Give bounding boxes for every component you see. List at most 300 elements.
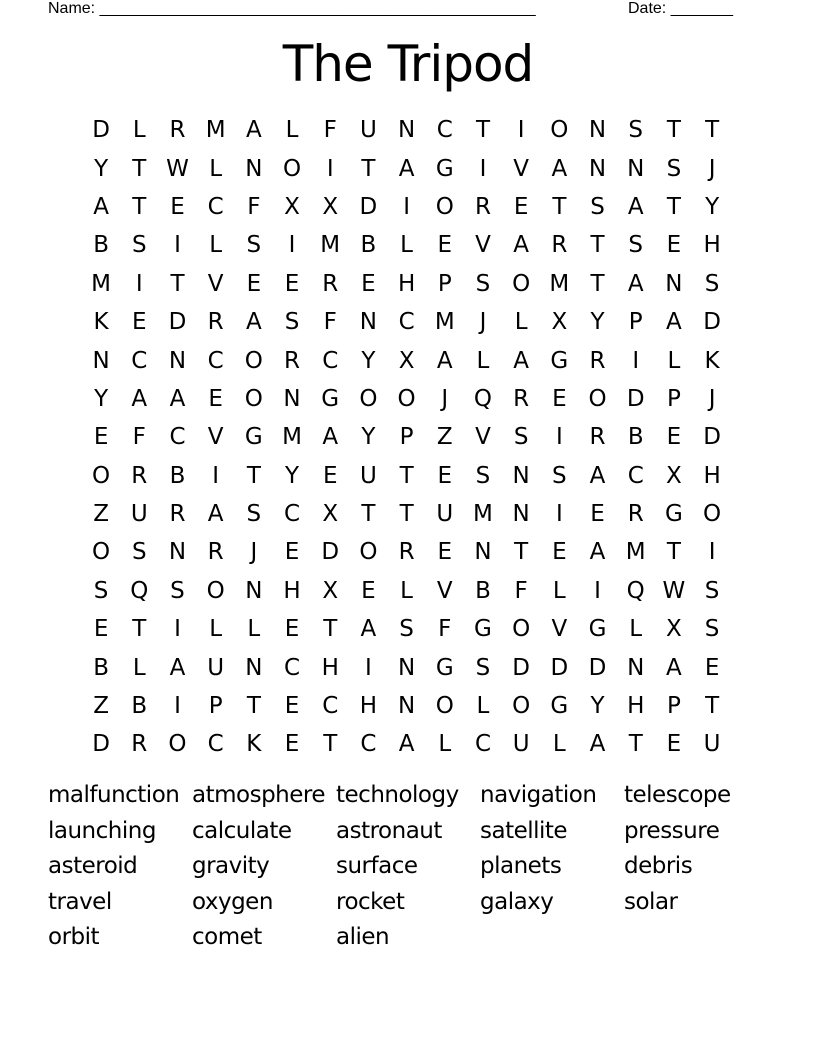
grid-letter: J <box>441 385 449 412</box>
grid-letter: T <box>628 731 643 758</box>
grid-letter: S <box>246 232 262 259</box>
grid-letter: N <box>512 462 530 489</box>
grid-letter: H <box>283 577 301 604</box>
grid-letter: E <box>666 232 682 259</box>
grid-letter: A <box>169 654 186 681</box>
grid-letter: O <box>244 347 263 374</box>
grid-letter: Y <box>590 309 605 336</box>
grid-letter: T <box>132 616 147 643</box>
grid-letter: N <box>665 270 683 297</box>
grid-letter: B <box>93 654 109 681</box>
grid-letter: V <box>436 577 453 604</box>
word-list-item: orbit <box>48 924 100 950</box>
grid-letter: C <box>398 309 415 336</box>
grid-letter: S <box>666 155 682 182</box>
grid-letter: L <box>132 117 146 144</box>
grid-letter: P <box>208 693 223 720</box>
grid-letter: F <box>514 577 528 604</box>
header <box>48 0 748 20</box>
grid-letter: J <box>479 309 487 336</box>
grid-letter: A <box>666 654 682 681</box>
grid-letter: Y <box>705 193 720 220</box>
grid-letter: N <box>474 539 492 566</box>
grid-letter: D <box>626 385 645 412</box>
grid-letter: E <box>704 654 720 681</box>
grid-letter: V <box>513 155 530 182</box>
letter-grid <box>82 111 732 764</box>
word-list-item: astronaut <box>336 817 442 844</box>
grid-letter: T <box>705 117 720 144</box>
grid-letter: O <box>359 385 378 412</box>
grid-letter: T <box>666 193 681 220</box>
grid-row <box>82 687 732 725</box>
grid-letter: N <box>168 539 187 566</box>
grid-letter: A <box>551 155 568 182</box>
grid-letter: T <box>552 193 567 220</box>
grid-letter: A <box>245 117 262 144</box>
grid-letter: E <box>284 539 300 566</box>
grid-letter: N <box>397 693 416 720</box>
grid-letter: E <box>590 501 605 528</box>
grid-letter: S <box>590 193 605 220</box>
grid-letter: Y <box>285 462 300 489</box>
grid-letter: G <box>588 616 607 643</box>
grid-letter: I <box>632 347 640 374</box>
grid-letter: D <box>92 731 110 758</box>
grid-letter: M <box>91 270 112 297</box>
grid-letter: H <box>627 693 645 720</box>
grid-letter: I <box>174 693 181 720</box>
grid-row <box>82 149 732 187</box>
grid-letter: A <box>245 309 262 336</box>
grid-letter: Q <box>130 577 149 604</box>
grid-letter: H <box>703 462 721 489</box>
grid-letter: Z <box>436 424 453 451</box>
word-list-item: gravity <box>192 853 270 879</box>
word-list-item: travel <box>48 888 112 915</box>
word-list-item: oxygen <box>192 888 273 915</box>
grid-letter: J <box>708 385 716 412</box>
grid-letter: R <box>627 501 644 528</box>
word-list-item: comet <box>192 924 262 950</box>
grid-letter: T <box>170 270 185 297</box>
grid-letter: T <box>132 193 147 220</box>
grid-letter: B <box>93 232 109 259</box>
grid-letter: R <box>322 270 339 297</box>
grid-letter: G <box>435 654 454 681</box>
grid-letter: T <box>132 155 147 182</box>
grid-letter: O <box>550 117 569 144</box>
word-list-item: surface <box>336 853 418 879</box>
grid-letter: E <box>666 731 682 758</box>
grid-letter: L <box>247 616 261 643</box>
grid-letter: I <box>326 155 334 182</box>
grid-letter: F <box>247 193 261 220</box>
grid-letter: S <box>475 270 491 297</box>
grid-letter: A <box>322 424 339 451</box>
grid-letter: K <box>93 309 109 336</box>
grid-letter: A <box>589 462 606 489</box>
grid-letter: I <box>555 501 563 528</box>
grid-letter: B <box>627 424 644 451</box>
grid-letter: D <box>321 539 340 566</box>
grid-letter: T <box>514 539 529 566</box>
grid-letter: S <box>475 654 491 681</box>
grid-letter: R <box>131 731 148 758</box>
grid-letter: S <box>704 577 720 604</box>
grid-letter: E <box>284 270 300 297</box>
word-list-item: technology <box>336 782 459 808</box>
grid-letter: D <box>588 654 607 681</box>
grid-letter: K <box>246 731 262 758</box>
grid-letter: I <box>365 654 372 681</box>
grid-row <box>82 226 732 264</box>
grid-letter: V <box>207 270 224 297</box>
grid-letter: S <box>246 501 262 528</box>
grid-letter: H <box>359 693 378 720</box>
word-list-item: rocket <box>336 888 405 915</box>
grid-letter: C <box>207 347 224 374</box>
grid-letter: G <box>435 155 454 182</box>
grid-letter: G <box>550 693 569 720</box>
grid-letter: E <box>437 539 453 566</box>
word-list-item: satellite <box>480 817 568 844</box>
grid-letter: Y <box>94 155 109 182</box>
word-list-item: asteroid <box>48 853 138 879</box>
grid-letter: X <box>284 193 300 220</box>
grid-row <box>82 303 732 341</box>
grid-letter: E <box>93 424 109 451</box>
grid-letter: A <box>589 731 606 758</box>
grid-letter: D <box>703 309 721 336</box>
grid-letter: G <box>550 347 569 374</box>
grid-letter: U <box>359 462 377 489</box>
grid-letter: T <box>399 501 414 528</box>
grid-letter: N <box>588 117 607 144</box>
grid-letter: A <box>169 385 186 412</box>
grid-row <box>82 533 732 571</box>
grid-letter: N <box>588 155 607 182</box>
grid-letter: E <box>552 385 567 412</box>
grid-letter: S <box>628 117 644 144</box>
grid-letter: C <box>169 424 186 451</box>
grid-letter: T <box>361 155 376 182</box>
grid-letter: O <box>206 577 225 604</box>
grid-letter: L <box>209 616 223 643</box>
grid-letter: A <box>360 616 377 643</box>
grid-letter: C <box>284 501 301 528</box>
grid-letter: B <box>169 462 186 489</box>
grid-letter: O <box>512 616 531 643</box>
grid-letter: N <box>245 155 263 182</box>
grid-row <box>82 648 732 686</box>
grid-letter: R <box>284 347 301 374</box>
grid-letter: S <box>131 232 147 259</box>
grid-letter: I <box>555 424 563 451</box>
grid-letter: I <box>708 539 716 566</box>
grid-letter: N <box>283 385 301 412</box>
grid-letter: Y <box>361 424 376 451</box>
grid-letter: T <box>399 462 414 489</box>
word-list-item: telescope <box>624 782 731 808</box>
grid-letter: O <box>92 539 111 566</box>
grid-letter: V <box>551 616 568 643</box>
grid-letter: R <box>589 347 606 374</box>
grid-letter: P <box>666 693 681 720</box>
grid-letter: E <box>284 616 300 643</box>
word-list <box>48 778 768 956</box>
grid-row <box>82 610 732 648</box>
grid-letter: E <box>132 309 147 336</box>
grid-letter: R <box>551 232 568 259</box>
grid-letter: T <box>590 232 605 259</box>
grid-letter: L <box>209 232 223 259</box>
grid-letter: R <box>474 193 491 220</box>
grid-letter: T <box>475 117 490 144</box>
grid-letter: C <box>322 693 339 720</box>
grid-letter: S <box>552 462 567 489</box>
grid-letter: X <box>666 462 682 489</box>
name-field-label: Name: _________________________________________________ <box>48 0 536 17</box>
grid-row <box>82 341 732 379</box>
grid-letter: I <box>517 117 525 144</box>
grid-letter: G <box>321 385 340 412</box>
grid-letter: L <box>552 577 566 604</box>
grid-row <box>82 418 732 456</box>
grid-letter: X <box>322 577 339 604</box>
grid-letter: O <box>588 385 607 412</box>
grid-letter: A <box>589 539 606 566</box>
grid-letter: O <box>512 693 531 720</box>
grid-letter: D <box>550 654 569 681</box>
grid-letter: R <box>513 385 530 412</box>
word-list-item: galaxy <box>480 888 554 915</box>
grid-letter: A <box>627 270 644 297</box>
grid-letter: R <box>169 117 186 144</box>
grid-letter: T <box>666 117 681 144</box>
grid-letter: J <box>250 539 258 566</box>
grid-letter: F <box>323 309 337 336</box>
grid-letter: E <box>552 539 567 566</box>
grid-letter: T <box>705 693 720 720</box>
grid-letter: L <box>552 731 566 758</box>
grid-letter: S <box>284 309 300 336</box>
grid-letter: E <box>208 385 223 412</box>
grid-letter: X <box>666 616 682 643</box>
grid-letter: Z <box>93 501 109 528</box>
grid-letter: N <box>245 577 263 604</box>
grid-letter: O <box>244 385 263 412</box>
grid-row <box>82 572 732 610</box>
grid-letter: T <box>361 501 376 528</box>
grid-letter: R <box>207 539 224 566</box>
word-list-item: debris <box>624 853 693 879</box>
grid-letter: O <box>703 501 722 528</box>
grid-letter: O <box>435 693 454 720</box>
grid-letter: A <box>436 347 453 374</box>
grid-letter: D <box>359 193 378 220</box>
grid-letter: U <box>436 501 454 528</box>
grid-letter: S <box>513 424 529 451</box>
grid-letter: U <box>130 501 148 528</box>
grid-letter: U <box>512 731 530 758</box>
grid-letter: S <box>131 539 147 566</box>
grid-letter: A <box>513 232 530 259</box>
grid-row <box>82 111 732 149</box>
grid-letter: G <box>244 424 263 451</box>
grid-letter: H <box>703 232 721 259</box>
grid-letter: L <box>667 347 681 374</box>
grid-letter: L <box>438 731 452 758</box>
grid-letter: R <box>169 501 186 528</box>
grid-letter: P <box>399 424 414 451</box>
grid-letter: S <box>93 577 109 604</box>
grid-letter: W <box>662 577 686 604</box>
grid-letter: I <box>479 155 487 182</box>
word-list-item: planets <box>480 853 562 879</box>
grid-letter: S <box>399 616 414 643</box>
word-list-item: malfunction <box>48 782 180 808</box>
grid-letter: A <box>627 193 644 220</box>
grid-letter: E <box>170 193 185 220</box>
grid-row <box>82 457 732 495</box>
grid-letter: L <box>132 654 146 681</box>
grid-letter: T <box>323 616 338 643</box>
grid-letter: O <box>359 539 378 566</box>
grid-letter: L <box>209 155 223 182</box>
grid-letter: R <box>207 309 224 336</box>
grid-letter: N <box>627 654 645 681</box>
grid-letter: A <box>131 385 148 412</box>
grid-row <box>82 188 732 226</box>
grid-letter: U <box>207 654 225 681</box>
grid-letter: V <box>475 424 491 451</box>
grid-letter: M <box>282 424 302 451</box>
grid-letter: E <box>437 462 453 489</box>
grid-letter: N <box>245 654 263 681</box>
grid-letter: B <box>475 577 491 604</box>
grid-letter: P <box>628 309 643 336</box>
grid-letter: M <box>205 117 226 144</box>
grid-letter: N <box>168 347 187 374</box>
grid-letter: S <box>475 462 491 489</box>
grid-letter: I <box>174 616 181 643</box>
grid-letter: O <box>282 155 302 182</box>
grid-letter: Q <box>626 577 645 604</box>
grid-letter: M <box>434 309 455 336</box>
grid-letter: O <box>92 462 111 489</box>
grid-letter: C <box>207 731 224 758</box>
grid-letter: Z <box>93 693 109 720</box>
grid-letter: I <box>212 462 220 489</box>
grid-letter: N <box>397 654 416 681</box>
grid-letter: Q <box>473 385 493 412</box>
grid-letter: L <box>285 117 299 144</box>
date-field-label: Date: _______ <box>628 0 733 17</box>
grid-letter: T <box>666 539 681 566</box>
grid-letter: C <box>360 731 377 758</box>
grid-letter: E <box>284 731 300 758</box>
grid-letter: E <box>246 270 262 297</box>
page-title: The Tripod <box>282 35 534 93</box>
grid-letter: M <box>473 501 493 528</box>
word-list-item: navigation <box>480 782 597 808</box>
grid-letter: O <box>512 270 531 297</box>
grid-letter: C <box>131 347 148 374</box>
grid-letter: L <box>476 693 490 720</box>
grid-letter: E <box>361 577 376 604</box>
grid-letter: S <box>170 577 185 604</box>
grid-letter: L <box>476 347 490 374</box>
word-list-item: launching <box>48 817 156 844</box>
grid-letter: N <box>627 155 645 182</box>
grid-letter: T <box>590 270 605 297</box>
grid-letter: M <box>320 232 341 259</box>
grid-letter: X <box>551 309 568 336</box>
grid-letter: E <box>361 270 376 297</box>
grid-letter: O <box>168 731 187 758</box>
grid-letter: J <box>708 155 716 182</box>
grid-letter: K <box>704 347 720 374</box>
grid-letter: F <box>132 424 146 451</box>
grid-letter: N <box>397 117 416 144</box>
grid-letter: A <box>93 193 109 220</box>
grid-letter: P <box>666 385 681 412</box>
grid-letter: A <box>398 155 415 182</box>
grid-letter: X <box>322 193 339 220</box>
grid-letter: D <box>92 117 110 144</box>
grid-letter: X <box>398 347 415 374</box>
grid-letter: C <box>436 117 453 144</box>
word-list-item: pressure <box>624 817 720 844</box>
grid-letter: R <box>589 424 606 451</box>
grid-row <box>82 380 732 418</box>
grid-row <box>82 265 732 303</box>
grid-letter: L <box>400 577 413 604</box>
grid-row <box>82 725 732 763</box>
grid-letter: U <box>359 117 377 144</box>
grid-row <box>82 495 732 533</box>
grid-letter: P <box>437 270 452 297</box>
grid-letter: E <box>513 193 529 220</box>
grid-letter: H <box>397 270 416 297</box>
grid-letter: T <box>323 731 338 758</box>
grid-letter: E <box>666 424 682 451</box>
grid-letter: H <box>321 654 339 681</box>
grid-letter: F <box>323 117 337 144</box>
grid-letter: L <box>514 309 528 336</box>
grid-letter: N <box>92 347 110 374</box>
grid-letter: D <box>168 309 187 336</box>
grid-letter: E <box>322 462 338 489</box>
grid-letter: C <box>284 654 301 681</box>
grid-letter: R <box>398 539 415 566</box>
grid-letter: F <box>438 616 452 643</box>
grid-letter: O <box>397 385 416 412</box>
grid-letter: B <box>360 232 377 259</box>
grid-letter: X <box>322 501 339 528</box>
grid-letter: G <box>474 616 492 643</box>
grid-letter: A <box>666 309 682 336</box>
grid-letter: E <box>437 232 453 259</box>
grid-letter: Y <box>590 693 605 720</box>
grid-letter: S <box>628 232 644 259</box>
grid-letter: I <box>403 193 410 220</box>
grid-letter: B <box>131 693 148 720</box>
grid-letter: Y <box>94 385 109 412</box>
grid-letter: G <box>664 501 683 528</box>
grid-letter: C <box>322 347 339 374</box>
